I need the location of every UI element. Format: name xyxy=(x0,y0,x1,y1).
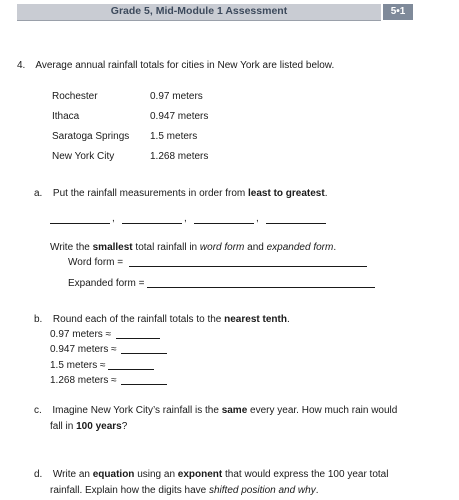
word-form-answer-line[interactable] xyxy=(129,266,367,267)
part-b-text: Round each of the rainfall totals to the xyxy=(52,314,225,325)
part-c-text: Imagine New York City’s rainfall is the xyxy=(52,405,222,416)
city-rainfall: 1.5 meters xyxy=(150,131,198,142)
part-d-line-1 xyxy=(34,469,388,480)
order-answer-blanks xyxy=(50,213,340,227)
smallest-prompt-text: total rainfall in xyxy=(132,242,200,253)
order-blank-2[interactable] xyxy=(122,223,182,224)
module-badge: 5•1 xyxy=(383,4,413,20)
rounding-item: 1.268 meters ≈ xyxy=(50,375,117,386)
question-number: 4. xyxy=(17,60,26,71)
question-text: Average annual rainfall totals for cities in New York are listed below. xyxy=(35,60,335,71)
city-rainfall: 0.947 meters xyxy=(150,111,209,122)
order-blank-3[interactable] xyxy=(194,223,254,224)
part-b-emphasis: nearest tenth xyxy=(224,314,287,325)
word-form-emphasis: word form xyxy=(199,242,245,253)
rounding-item: 0.947 meters ≈ xyxy=(50,344,117,355)
exponent-emphasis: exponent xyxy=(177,469,223,480)
order-comma: , xyxy=(112,213,115,224)
part-d-letter: d. xyxy=(34,469,43,480)
part-c-letter: c. xyxy=(34,405,42,416)
rounding-answer-line[interactable] xyxy=(121,384,167,385)
rounding-item: 1.5 meters ≈ xyxy=(50,360,106,371)
part-a-period: . xyxy=(324,188,328,199)
part-d-text: using an xyxy=(134,469,178,480)
order-blank-1[interactable] xyxy=(50,223,110,224)
question-stem xyxy=(17,60,334,71)
shifted-position-emphasis: shifted position and why xyxy=(208,485,316,496)
part-d-text: . xyxy=(315,485,319,496)
rounding-answer-line[interactable] xyxy=(116,338,160,339)
order-comma: , xyxy=(184,213,187,224)
order-blank-4[interactable] xyxy=(266,223,326,224)
part-a-prompt xyxy=(34,188,327,199)
city-name: Rochester xyxy=(52,91,98,102)
part-c-text: ? xyxy=(121,421,128,432)
header-bar xyxy=(17,4,381,21)
rounding-item: 0.97 meters ≈ xyxy=(50,329,112,340)
part-c-line-1 xyxy=(34,405,397,416)
smallest-prompt-text: . xyxy=(333,242,337,253)
part-d-line-2 xyxy=(50,485,319,496)
smallest-prompt-text: Write the xyxy=(50,242,93,253)
city-rainfall: 1.268 meters xyxy=(150,151,209,162)
part-d-text: rainfall. Explain how the digits have xyxy=(50,485,209,496)
expanded-form-label: Expanded form = xyxy=(68,278,145,289)
smallest-rainfall-prompt xyxy=(50,242,336,253)
order-comma: , xyxy=(256,213,259,224)
rounding-answer-line[interactable] xyxy=(108,369,154,370)
part-c-line-2 xyxy=(50,421,127,432)
part-c-text: fall in xyxy=(50,421,77,432)
part-a-letter: a. xyxy=(34,188,43,199)
assessment-title: Grade 5, Mid-Module 1 Assessment xyxy=(110,5,288,17)
city-name: Ithaca xyxy=(52,111,80,122)
city-rainfall: 0.97 meters xyxy=(150,91,203,102)
part-b-letter: b. xyxy=(34,314,43,325)
city-name: New York City xyxy=(52,151,115,162)
part-c-emphasis: same xyxy=(221,405,248,416)
expanded-form-emphasis: expanded form xyxy=(266,242,334,253)
part-d-text: that would express the 100 year total xyxy=(222,469,389,480)
smallest-prompt-text: and xyxy=(244,242,267,253)
part-a-emphasis: least to greatest xyxy=(248,188,325,199)
part-b-prompt xyxy=(34,314,290,325)
equation-emphasis: equation xyxy=(92,469,135,480)
part-c-text: every year. How much rain would xyxy=(247,405,398,416)
word-form-label: Word form = xyxy=(68,257,124,268)
city-name: Saratoga Springs xyxy=(52,131,130,142)
part-a-text: Put the rainfall measurements in order from xyxy=(52,188,248,199)
part-d-text: Write an xyxy=(52,469,93,480)
part-b-period: . xyxy=(286,314,290,325)
smallest-emphasis: smallest xyxy=(92,242,133,253)
expanded-form-answer-line[interactable] xyxy=(147,287,375,288)
part-c-emphasis: 100 years xyxy=(76,421,122,432)
rounding-answer-line[interactable] xyxy=(121,353,167,354)
